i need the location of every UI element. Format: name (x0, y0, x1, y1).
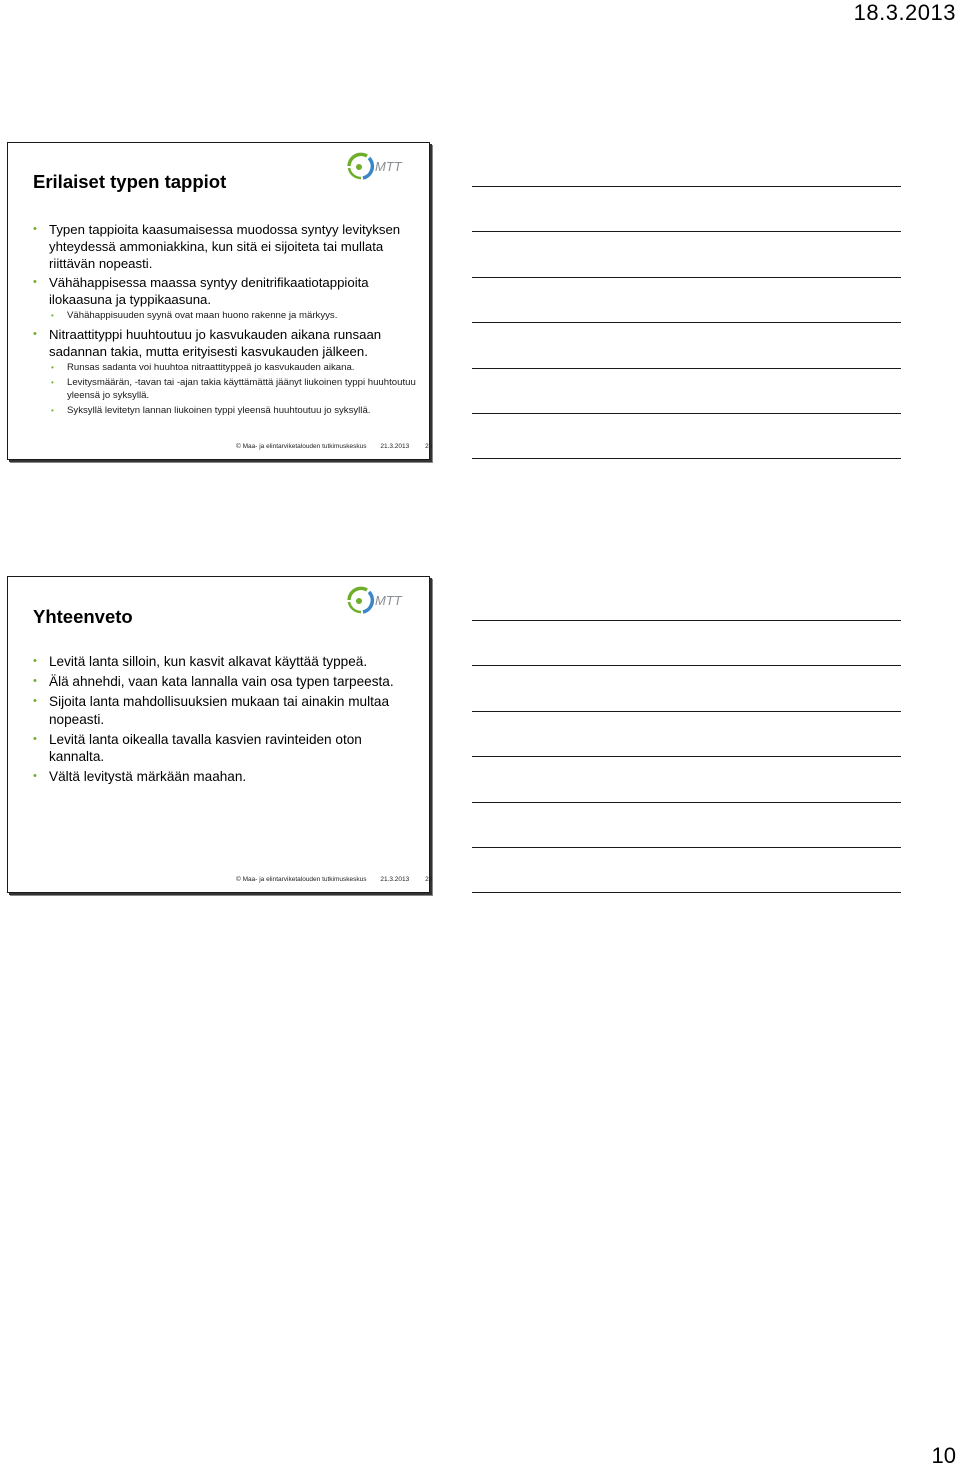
bullet-item (33, 693, 417, 728)
bullet-item (33, 731, 417, 766)
bullet-list (33, 221, 417, 421)
note-line (472, 620, 901, 621)
bullet-icon: • (33, 276, 37, 288)
bullet-text: Levitä lanta oikealla tavalla kasvien ravinteiden oton kannalta. (49, 731, 362, 764)
bullet-item (33, 768, 417, 786)
note-line (472, 458, 901, 459)
footer-org: © Maa- ja elintarviketalouden tutkimuskeskus (236, 443, 367, 450)
bullet-text: Runsas sadanta voi huuhtoa nitraattityppeä jo kasvukauden aikana. (67, 361, 355, 373)
slide-28 (7, 142, 433, 460)
bullet-item (33, 326, 417, 360)
bullet-icon: • (33, 695, 37, 707)
bullet-item (33, 274, 417, 308)
bullet-icon: • (33, 675, 37, 687)
slide-footer (236, 443, 432, 450)
bullet-icon: • (33, 223, 37, 235)
note-line (472, 756, 901, 757)
slide-title: Yhteenveto (33, 606, 133, 627)
note-line (472, 847, 901, 848)
slide-footer (236, 876, 432, 883)
bullet-text: Vältä levitystä märkään maahan. (49, 769, 247, 784)
mtt-logo (345, 149, 419, 183)
note-line (472, 665, 901, 666)
bullet-item (33, 221, 417, 272)
slide-title: Erilaiset typen tappiot (33, 171, 227, 192)
bullet-icon: • (33, 770, 37, 782)
logo-text: MTT (375, 159, 402, 174)
note-line (472, 892, 901, 893)
footer-date: 21.3.2013 (380, 443, 410, 450)
note-line (472, 277, 901, 278)
bullet-text: Sijoita lanta mahdollisuuksien mukaan tai ainakin multaa nopeasti. (49, 694, 390, 727)
bullet-text: Levitä lanta silloin, kun kasvit alkavat käyttää typpeä. (49, 654, 368, 669)
bullet-text: Älä ahnehdi, vaan kata lannalla vain osa typen tarpeesta. (49, 674, 394, 689)
bullet-icon: • (33, 655, 37, 667)
bullet-text: Typen tappioita kaasumaisessa muodossa syntyy levityksen yhteydessä ammoniakkina, kun sitä ei sijoiteta tai mullata riittävän nopeasti. (49, 222, 401, 271)
note-line (472, 413, 901, 414)
bullet-icon: • (33, 327, 37, 340)
bullet-item (33, 673, 417, 691)
note-line (472, 322, 901, 323)
note-line (472, 711, 901, 712)
bullet-text: Nitraattityppi huuhtoutuu jo kasvukauden aikana runsaan sadannan takia, mutta erityisesti kasvukauden jälkeen. (49, 326, 382, 359)
logo-text: MTT (375, 593, 402, 608)
note-line (472, 802, 901, 803)
bullet-text: Vähähappisuuden syynä ovat maan huono rakenne ja märkyys. (67, 310, 338, 321)
sub-bullet-item (51, 310, 417, 323)
bullet-text: Vähähappisessa maassa syntyy denitrifikaatiotappioita ilokaasuna ja typpikaasuna. (49, 275, 369, 307)
bullet-item (33, 653, 417, 671)
page-number: 10 (931, 1443, 956, 1468)
bullet-icon: • (33, 732, 37, 745)
bullet-icon: • (51, 362, 54, 372)
page-header-date: 18.3.2013 (853, 0, 956, 25)
sub-bullet-item (51, 362, 417, 375)
note-line (472, 231, 901, 232)
footer-org: © Maa- ja elintarviketalouden tutkimuskeskus (236, 876, 367, 883)
sub-bullet-item (51, 405, 417, 418)
note-line (472, 186, 901, 187)
footer-slide-number: 28 (425, 443, 433, 450)
slide-29 (7, 576, 433, 893)
bullet-list (33, 653, 417, 788)
bullet-icon: • (51, 406, 54, 415)
note-line (472, 368, 901, 369)
footer-date: 21.3.2013 (380, 876, 410, 883)
bullet-icon: • (51, 378, 54, 387)
bullet-text: Levitysmäärän, -tavan tai -ajan takia käyttämättä jäänyt liukoinen typpi huuhtoutuu yleensä jo syksyllä. (67, 377, 416, 401)
bullet-text: Syksyllä levitetyn lannan liukoinen typpi yleensä huuhtoutuu jo syksyllä. (67, 405, 371, 416)
mtt-logo (345, 583, 419, 617)
bullet-icon: • (51, 311, 54, 320)
sub-bullet-item (51, 377, 417, 402)
footer-slide-number: 29 (425, 876, 433, 883)
